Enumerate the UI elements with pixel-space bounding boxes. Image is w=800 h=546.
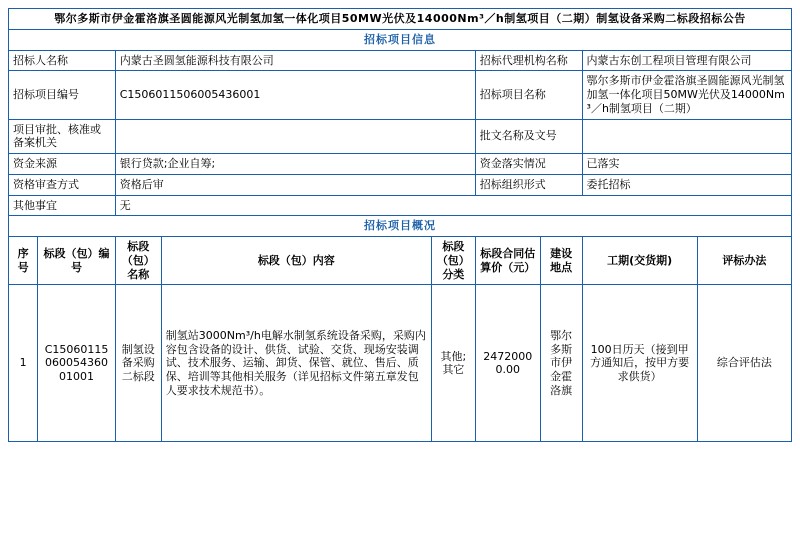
label-qualification-method: 资格审查方式 (9, 174, 116, 195)
header-no: 序号 (9, 237, 38, 285)
cell-section-code: C1506011506005436001001 (38, 285, 115, 442)
cell-evaluation-method: 综合评估法 (697, 285, 791, 442)
value-tender-organization: 委托招标 (582, 174, 791, 195)
cell-section-name: 制氢设备采购二标段 (115, 285, 161, 442)
title-row (9, 9, 792, 30)
section-heading-row-1 (9, 29, 792, 50)
value-project-code: C1506011506005436001 (115, 71, 475, 119)
label-bidder-name: 招标人名称 (9, 50, 116, 71)
header-section-content: 标段（包）内容 (161, 237, 431, 285)
cell-section-category: 其他;其它 (431, 285, 475, 442)
info-row (9, 174, 792, 195)
label-funding-source: 资金来源 (9, 154, 116, 175)
value-project-name: 鄂尔多斯市伊金霍洛旗圣圆能源风光制氢加氢一体化项目50MW光伏及14000Nm³／h制氢项目（二期） (582, 71, 791, 119)
page-title: 鄂尔多斯市伊金霍洛旗圣圆能源风光制氢加氢一体化项目50MW光伏及14000Nm³／h制氢项目（二期）制氢设备采购二标段招标公告 (9, 9, 792, 30)
value-funding-source: 银行贷款;企业自筹; (115, 154, 475, 175)
value-funding-status: 已落实 (582, 154, 791, 175)
info-row (9, 154, 792, 175)
cell-location: 鄂尔多斯市伊金霍洛旗 (540, 285, 582, 442)
value-agency-name: 内蒙古东创工程项目管理有限公司 (582, 50, 791, 71)
info-row (9, 50, 792, 71)
header-estimated-price: 标段合同估算价（元） (475, 237, 540, 285)
cell-estimated-price: 24720000.00 (475, 285, 540, 442)
label-project-name: 招标项目名称 (475, 71, 582, 119)
cell-no: 1 (9, 285, 38, 442)
value-bidder-name: 内蒙古圣圆氢能源科技有限公司 (115, 50, 475, 71)
header-section-code: 标段（包）编号 (38, 237, 115, 285)
label-approval-document: 批文名称及文号 (475, 119, 582, 154)
label-agency-name: 招标代理机构名称 (475, 50, 582, 71)
value-qualification-method: 资格后审 (115, 174, 475, 195)
info-row (9, 119, 792, 154)
section-heading-project-info: 招标项目信息 (9, 29, 792, 50)
overview-header-row (9, 237, 792, 285)
label-approval-authority: 项目审批、核准或备案机关 (9, 119, 116, 154)
announcement-table (8, 8, 792, 442)
header-evaluation-method: 评标办法 (697, 237, 791, 285)
section-heading-row-2 (9, 216, 792, 237)
info-row (9, 71, 792, 119)
value-other-matters: 无 (115, 195, 791, 216)
section-heading-project-overview: 招标项目概况 (9, 216, 792, 237)
header-section-category: 标段（包）分类 (431, 237, 475, 285)
header-location: 建设地点 (540, 237, 582, 285)
label-funding-status: 资金落实情况 (475, 154, 582, 175)
cell-duration: 100日历天（接到甲方通知后，按甲方要求供货） (582, 285, 697, 442)
value-approval-document (582, 119, 791, 154)
header-section-name: 标段（包）名称 (115, 237, 161, 285)
label-project-code: 招标项目编号 (9, 71, 116, 119)
label-other-matters: 其他事宜 (9, 195, 116, 216)
table-row (9, 285, 792, 442)
header-duration: 工期(交货期) (582, 237, 697, 285)
cell-section-content: 制氢站3000Nm³/h电解水制氢系统设备采购，采购内容包含设备的设计、供货、试验、交货、现场安装调试、技术服务、运输、卸货、保管、就位、售后、质保、培训等其他相关服务（详见招标文件第五章发包人要求技术规范书）。 (161, 285, 431, 442)
other-matters-row (9, 195, 792, 216)
value-approval-authority (115, 119, 475, 154)
label-tender-organization: 招标组织形式 (475, 174, 582, 195)
